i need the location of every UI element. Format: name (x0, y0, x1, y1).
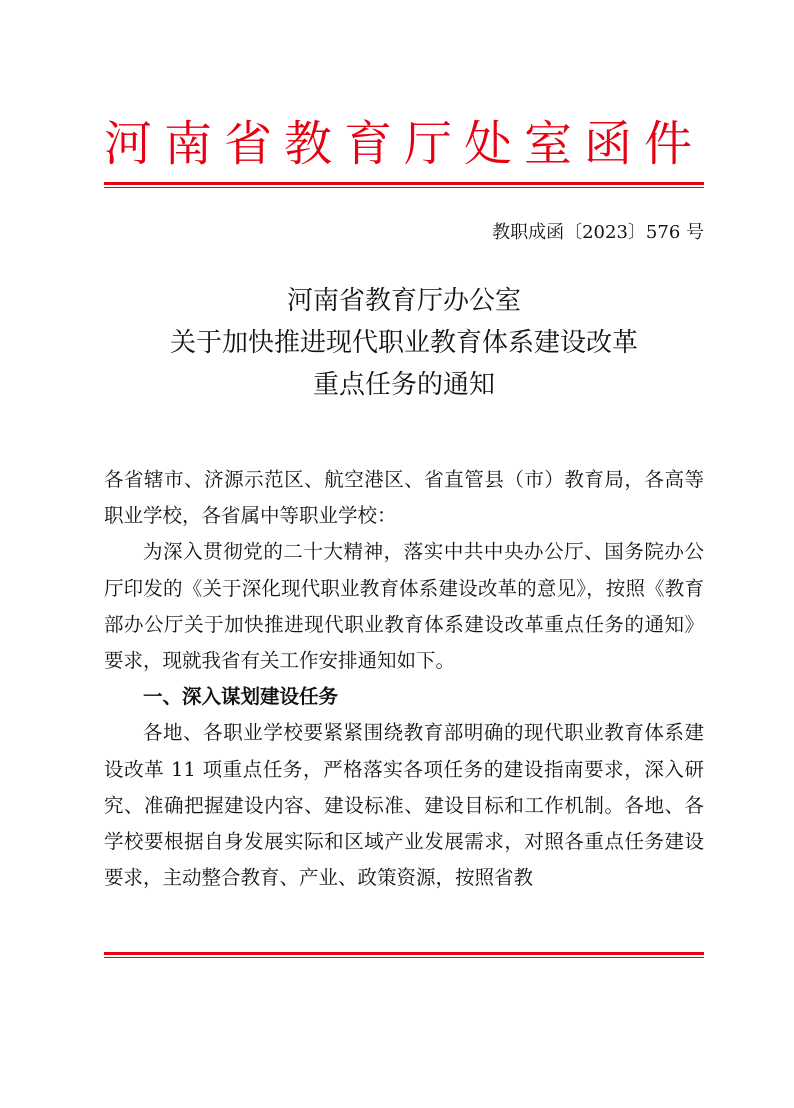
salutation: 各省辖市、济源示范区、航空港区、省直管县（市）教育局，各高等职业学校，各省属中等职业学校： (104, 468, 704, 528)
document-body (104, 462, 704, 896)
document-title (104, 280, 704, 406)
document-number: 教职成函〔2023〕576 号 (492, 222, 704, 243)
paragraph-section-1: 各地、各职业学校要紧紧围绕教育部明确的现代职业教育体系建设改革 11 项重点任务，严格落实各项任务的建设指南要求，深入研究、准确把握建设内容、建设标准、建设目标和工作机制。各地、各学校要根据自身发展实际和区域产业发展需求，对照各重点任务建设要求，主动整合教育、产业、政策资源，按照省教 (104, 721, 704, 890)
header-divider (104, 182, 704, 188)
title-line-1: 河南省教育厅办公室 (286, 286, 521, 316)
paragraph-intro: 为深入贯彻党的二十大精神，落实中共中央办公厅、国务院办公厅印发的《关于深化现代职业教育体系建设改革的意见》，按照《教育部办公厅关于加快推进现代职业教育体系建设改革重点任务的通知》要求，现就我省有关工作安排通知如下。 (104, 540, 704, 673)
title-line-2: 关于加快推进现代职业教育体系建设改革 (169, 328, 638, 358)
masthead-title: 河南省教育厅处室函件 (104, 116, 705, 172)
title-line-3: 重点任务的通知 (312, 370, 495, 400)
section-heading-1: 一、深入谋划建设任务 (143, 685, 339, 709)
footer-divider (104, 952, 704, 958)
